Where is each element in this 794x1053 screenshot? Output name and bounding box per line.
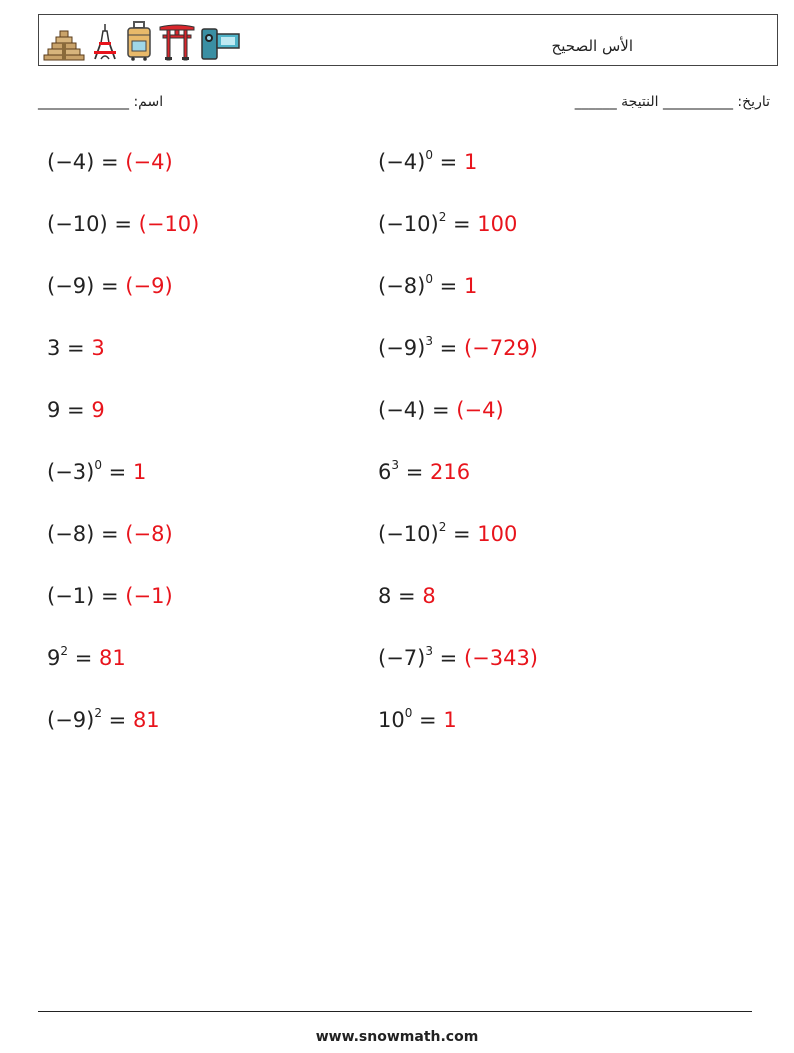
equals-sign: = [101,460,133,484]
problem-answer: 8 [422,584,436,608]
problem-item [378,522,517,546]
problem-answer: 1 [463,274,478,298]
problem-exponent: 2 [60,644,69,658]
equals-sign: = [68,646,99,670]
problem-answer: 1 [443,708,457,732]
problem-answer: 9 [91,398,105,422]
problem-exponent: 3 [425,644,433,658]
problem-base: (−8) [47,522,95,546]
problem-answer: (−729) [463,336,539,360]
equals-sign: = [399,460,430,484]
problem-item [47,150,173,174]
problem-item [378,460,470,484]
problem-base: 9 [47,646,61,670]
name-field: اسم: _____________ [38,94,164,110]
problem-item [378,646,538,670]
problem-item [47,336,105,360]
problem-exponent: 3 [391,458,400,472]
problem-answer: (−8) [125,522,173,546]
equals-sign: = [107,212,139,236]
problem-base: (−8) [378,274,426,298]
problem-item [47,274,173,298]
problem-item [378,150,477,174]
problem-answer: (−4) [125,150,173,174]
footer-url: www.snowmath.com [315,1029,479,1045]
problem-answer: 3 [91,336,105,360]
equals-sign: = [446,212,478,236]
footer-divider [38,1011,752,1012]
equals-sign: = [432,336,464,360]
date-score-field: تاريخ: __________ النتيجة ______ [574,94,770,110]
problem-base: (−10) [378,212,439,236]
equals-sign: = [432,646,464,670]
problem-answer: (−10) [138,212,200,236]
problem-item [47,584,173,608]
problem-base: (−9) [47,274,95,298]
equals-sign: = [432,150,464,174]
problem-base: (−4) [47,150,95,174]
problem-item [378,212,517,236]
problem-item [378,708,457,732]
problem-answer: 100 [477,522,518,546]
header-icons [43,21,241,61]
problem-base: (−4) [378,150,426,174]
problem-item [47,708,160,732]
problem-exponent: 0 [94,458,102,472]
problem-answer: (−9) [125,274,173,298]
equals-sign: = [432,274,464,298]
problem-item [47,398,105,422]
problem-item [378,584,436,608]
problem-base: (−7) [378,646,426,670]
pyramid-icon [43,27,85,61]
problem-exponent: 0 [404,706,413,720]
problem-answer: 81 [132,708,160,732]
problem-exponent: 2 [94,706,102,720]
equals-sign: = [391,584,423,608]
problem-item [378,274,477,298]
problem-item [47,460,146,484]
problem-base: (−1) [47,584,95,608]
problem-base: 3 [47,336,61,360]
worksheet-title: الأس الصحيح [551,37,633,55]
problem-base: 6 [378,460,392,484]
problem-item [47,522,173,546]
equals-sign: = [446,522,478,546]
problem-item [378,398,504,422]
problem-exponent: 2 [438,520,447,534]
equals-sign: = [60,398,92,422]
problem-base: 8 [378,584,392,608]
problem-answer: 1 [132,460,147,484]
problem-answer: 216 [429,460,471,484]
equals-sign: = [94,274,126,298]
equals-sign: = [101,708,133,732]
problem-answer: 100 [477,212,518,236]
equals-sign: = [94,150,126,174]
equals-sign: = [94,584,126,608]
problem-answer: (−1) [125,584,173,608]
suitcase-icon [125,21,153,61]
problem-exponent: 3 [425,334,433,348]
problem-base: 9 [47,398,61,422]
problem-base: 10 [378,708,405,732]
equals-sign: = [425,398,457,422]
problem-item [47,646,126,670]
problem-answer: 81 [98,646,126,670]
equals-sign: = [60,336,92,360]
video-camera-icon [201,25,241,61]
worksheet-header [38,14,778,66]
problem-answer: (−343) [463,646,539,670]
eiffel-tower-icon [91,23,119,61]
problem-answer: (−4) [456,398,504,422]
problem-exponent: 0 [425,272,433,286]
problem-base: (−4) [378,398,426,422]
problem-base: (−3) [47,460,95,484]
problem-exponent: 0 [425,148,433,162]
problem-item [47,212,199,236]
problem-answer: 1 [463,150,478,174]
problem-base: (−9) [47,708,95,732]
problem-base: (−9) [378,336,426,360]
problem-base: (−10) [378,522,439,546]
problem-base: (−10) [47,212,108,236]
problem-item [378,336,538,360]
equals-sign: = [412,708,444,732]
torii-gate-icon [159,23,195,61]
equals-sign: = [94,522,126,546]
problem-exponent: 2 [438,210,447,224]
